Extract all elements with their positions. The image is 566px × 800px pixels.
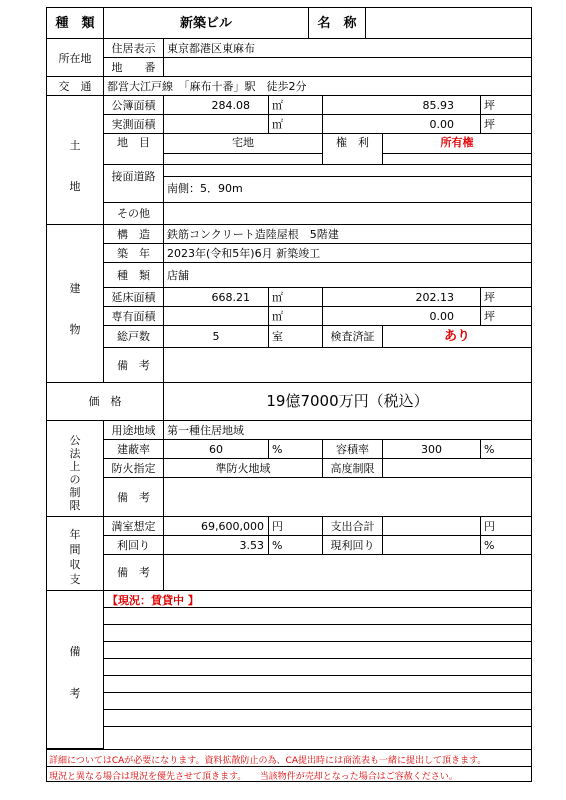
far-label: 容積率: [323, 440, 383, 458]
transport-value: 都営大江戸線 「麻布十番」駅 徒歩2分: [107, 79, 307, 93]
category-subline: [164, 153, 323, 154]
remarks-bottom-border: [47, 749, 531, 750]
official-area-unit: ㎡: [269, 96, 323, 114]
private-area-unit: ㎡: [269, 307, 323, 325]
other-value: [164, 203, 531, 224]
income-char-1: 年: [69, 528, 81, 541]
location-group-label: 所在地: [47, 39, 104, 77]
remarks-line: [104, 658, 531, 659]
remarks-char-1: 備: [69, 645, 81, 658]
income-group-label: [47, 517, 104, 591]
rights-subline: [383, 153, 531, 154]
official-area-value: 284.08: [164, 96, 269, 114]
remarks-line: [104, 607, 531, 608]
remarks-char-2: 考: [69, 687, 81, 700]
income-char-2: 間: [69, 543, 81, 556]
address-label: 住居表示: [104, 39, 164, 57]
bcr-value: 60: [164, 440, 269, 458]
road-value: 南側：5．90m: [167, 182, 243, 195]
remarks-group-label: [47, 591, 104, 749]
yield-value: 3.53: [164, 536, 269, 554]
full-unit: 円: [269, 517, 323, 535]
land-measured-row: [47, 115, 531, 134]
private-tsubo-unit: 坪: [484, 309, 495, 323]
height-label: 高度制限: [323, 459, 383, 477]
net-label: 現利回り: [323, 536, 383, 554]
remarks-line: [104, 692, 531, 693]
land-category-row: [47, 134, 531, 165]
income-char-3: 収: [69, 558, 81, 571]
rights-value: 所有権: [440, 136, 474, 149]
measured-area-unit: ㎡: [269, 115, 323, 133]
name-value: [366, 8, 531, 38]
land-char-1: 土: [69, 139, 81, 152]
land-char-2: 地: [69, 180, 81, 193]
official-area-tsubo: 85.93: [323, 96, 481, 114]
remarks-line: [104, 726, 531, 727]
legal-notes-label: 備 考: [104, 478, 164, 516]
remarks-line: [104, 624, 531, 625]
remarks-status: 【現況：賃貸中 】: [107, 594, 199, 607]
land-official-row: [47, 96, 531, 115]
fire-label: 防火指定: [104, 459, 164, 477]
zone-row: [47, 421, 531, 440]
fire-row: [47, 459, 531, 478]
building-group-label: [47, 225, 104, 383]
building-notes-value: [164, 348, 531, 382]
building-char-1: 建: [69, 282, 81, 295]
zone-label: 用途地域: [104, 421, 164, 439]
measured-area-value: [164, 115, 269, 133]
legal-char-4: の: [69, 473, 81, 486]
bcr-unit: %: [269, 440, 323, 458]
expense-value: [383, 517, 481, 535]
yield-unit: %: [269, 536, 323, 554]
fire-value: 準防火地域: [164, 459, 323, 477]
income-notes-label: 備 考: [104, 555, 164, 590]
building-built-row: [47, 244, 531, 263]
land-other-row: [47, 203, 531, 225]
rights-label: 権 利: [323, 134, 383, 164]
road-subline: [164, 176, 531, 177]
building-private-row: [47, 307, 531, 326]
far-value: 300: [383, 440, 481, 458]
income-notes-value: [164, 555, 531, 590]
type-label: 種 類: [47, 8, 104, 38]
full-label: 満室想定: [104, 517, 164, 535]
building-char-2: 物: [69, 323, 81, 336]
floor-area-value: 668.21: [164, 288, 269, 306]
official-area-label: 公簿面積: [104, 96, 164, 114]
remarks-line: [104, 675, 531, 676]
floor-area-label: 延床面積: [104, 288, 164, 306]
remarks-line: [104, 641, 531, 642]
measured-area-label: 実測面積: [104, 115, 164, 133]
measured-area-tsubo: 0.00: [323, 115, 481, 133]
price-row: [47, 383, 531, 421]
price-value: 19億7000万円（税込）: [266, 392, 429, 410]
remarks-line: [104, 709, 531, 710]
legal-group-label: [47, 421, 104, 517]
property-sheet: [46, 7, 532, 782]
name-label: 名 称: [309, 8, 366, 38]
type-value: 新築ビル: [104, 8, 309, 38]
building-floor-row: [47, 288, 531, 307]
legal-notes-value: [164, 478, 531, 516]
legal-char-1: 公: [69, 434, 81, 447]
zone-value: 第一種住居地域: [167, 423, 244, 437]
expense-unit: 円: [484, 519, 495, 533]
building-units-row: [47, 326, 531, 348]
lot-label: 地 番: [104, 58, 164, 76]
yield-label: 利回り: [104, 536, 164, 554]
transport-label: 交 通: [47, 77, 104, 95]
units-label: 総戸数: [104, 326, 164, 347]
inspection-value: あり: [443, 329, 470, 344]
inspection-label: 検査済証: [323, 326, 383, 347]
footer-divider: [47, 766, 531, 767]
private-area-label: 専有面積: [104, 307, 164, 325]
address-row: [47, 39, 531, 58]
transport-row: [47, 77, 531, 96]
floor-area-tsubo: 202.13: [323, 288, 481, 306]
income-yield-row: [47, 536, 531, 555]
building-notes-row: [47, 348, 531, 383]
structure-label: 構 造: [104, 225, 164, 243]
income-full-row: [47, 517, 531, 536]
lot-row: [47, 58, 531, 77]
built-value: 2023年(令和5年)6月 新築竣工: [167, 246, 321, 260]
far-unit: %: [484, 442, 495, 456]
measured-tsubo-unit: 坪: [484, 117, 495, 131]
official-tsubo-unit: 坪: [484, 98, 495, 112]
height-value: [383, 459, 531, 477]
bcr-label: 建蔽率: [104, 440, 164, 458]
units-unit: 室: [269, 326, 323, 347]
units-value: 5: [164, 326, 269, 347]
private-area-tsubo: 0.00: [323, 307, 481, 325]
legal-char-2: 法: [69, 447, 81, 460]
use-label: 種 類: [104, 263, 164, 287]
full-value: 69,600,000: [164, 517, 269, 535]
land-group-label: [47, 96, 104, 225]
expense-label: 支出合計: [323, 517, 383, 535]
address-value: 東京都港区東麻布: [167, 41, 255, 55]
income-char-4: 支: [69, 573, 81, 586]
footer-note-1: 詳細についてはCAが必要になります。資料拡散防止の為、CA提出時には商流表も一緒に提出して頂きます。: [49, 756, 487, 766]
income-notes-row: [47, 555, 531, 591]
floor-tsubo-unit: 坪: [484, 290, 495, 304]
footer-note-2: 現況と異なる場合は現況を優先させて頂きます。 当該物件が売却となった場合はご容赦ください。: [49, 772, 458, 782]
category-label: 地 目: [104, 134, 164, 164]
land-road-row: [47, 165, 531, 203]
price-label: 価 格: [47, 383, 164, 420]
road-label: 接面道路: [104, 165, 164, 202]
built-label: 築 年: [104, 244, 164, 262]
legal-notes-row: [47, 478, 531, 517]
header-row: [47, 8, 531, 39]
use-value: 店舗: [167, 268, 189, 282]
building-use-row: [47, 263, 531, 288]
structure-value: 鉄筋コンクリート造陸屋根 5階建: [167, 227, 339, 241]
net-value: [383, 536, 481, 554]
building-notes-label: 備 考: [104, 348, 164, 382]
net-unit: %: [484, 538, 495, 552]
lot-value: [164, 58, 531, 76]
private-area-value: [164, 307, 269, 325]
legal-char-3: 上: [69, 460, 81, 473]
other-label: その他: [104, 203, 164, 224]
floor-area-unit: ㎡: [269, 288, 323, 306]
category-value: 宅地: [164, 134, 323, 164]
legal-char-5: 制: [69, 486, 81, 499]
building-structure-row: [47, 225, 531, 244]
legal-char-6: 限: [69, 499, 81, 512]
ratio-row: [47, 440, 531, 459]
